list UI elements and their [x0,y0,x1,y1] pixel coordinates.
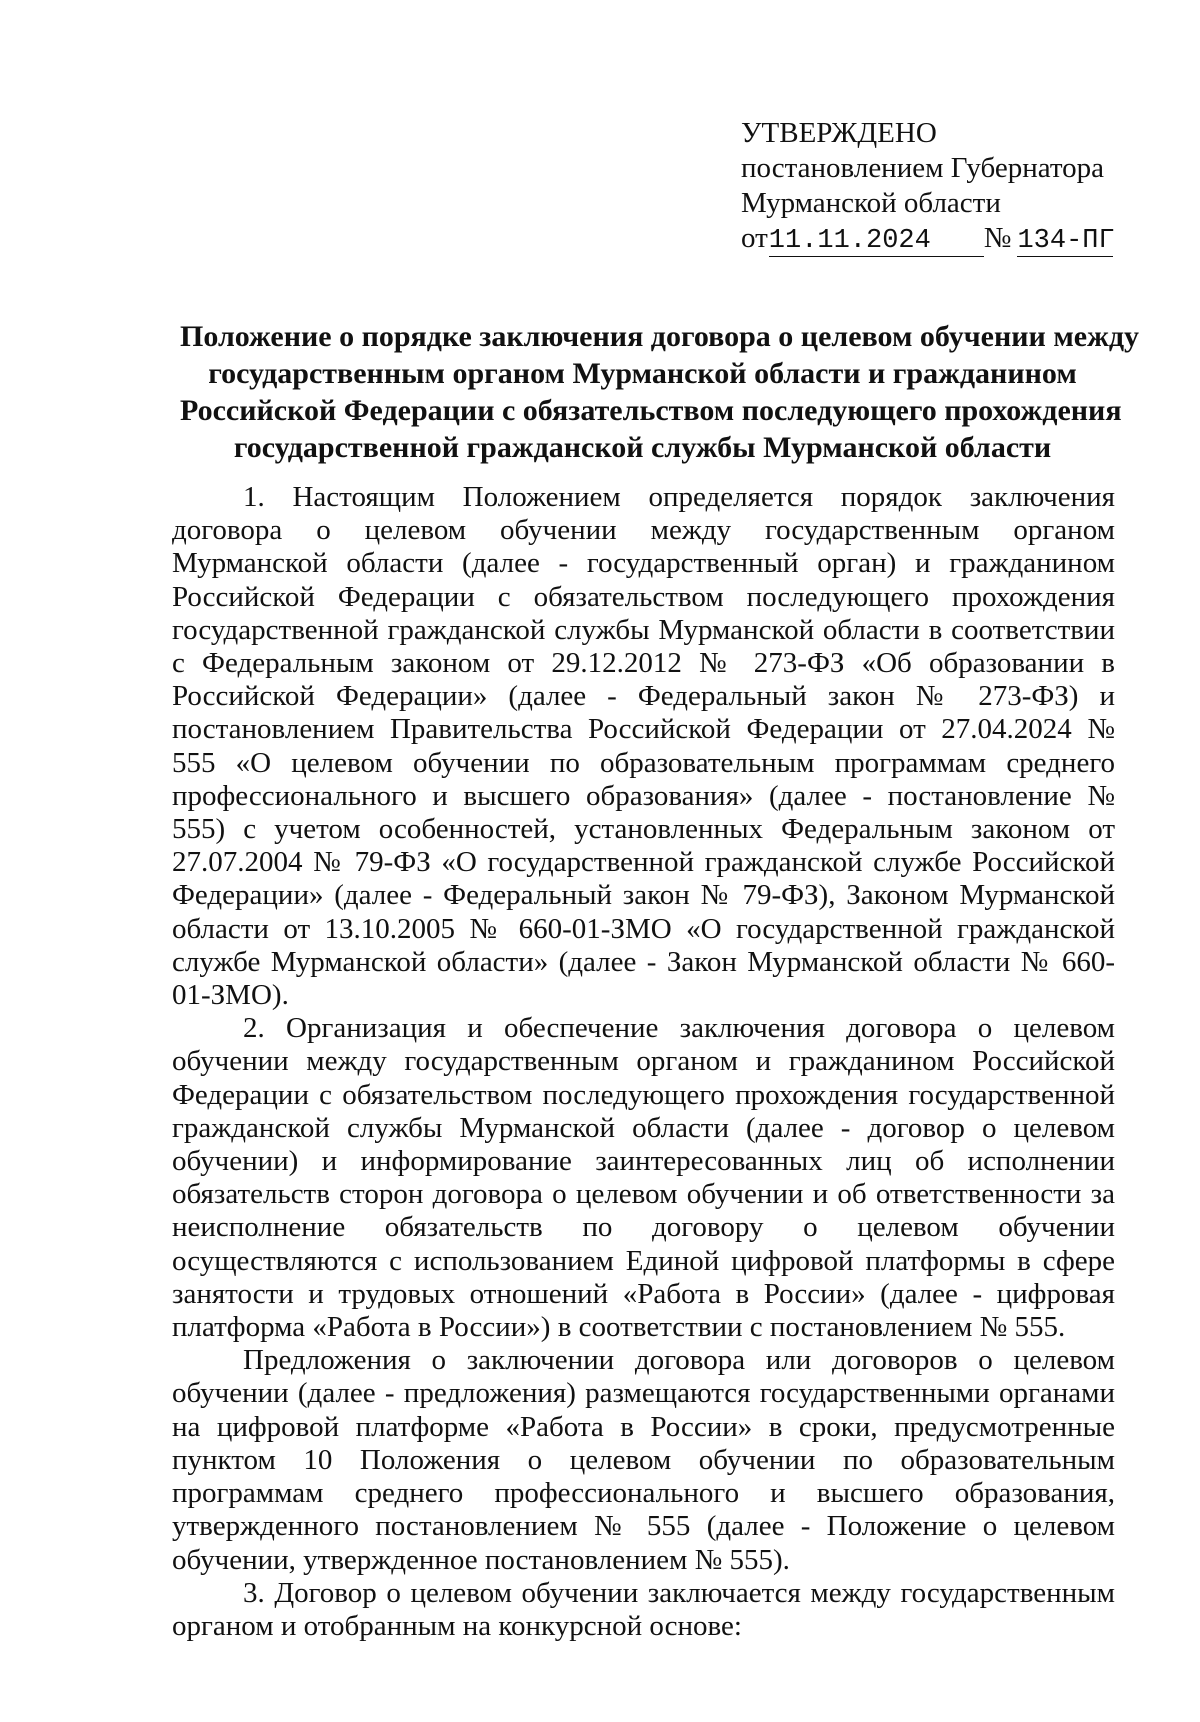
title-line-4: государственной гражданской службы Мурманской области [233,431,1052,464]
paragraph-2-proposals: Предложения о заключении договора или договоров о целевом обучении (далее - предложения) размещаются государственными органами на цифровой платформе «Работа в России» в сроки, предусмотренные пунктом 10 Положения о целевом обучении по образовательным программам среднего профессионального и высшего образования, утвержденного постановлением № 555 (далее - Положение о целевом обучении, утвержденное постановлением № 555). [172,1344,1115,1576]
decree-date: 11.11.2024 [769,226,984,257]
approval-line-region: Мурманской области [741,187,1001,219]
document-title [180,318,1140,466]
title-line-1: Положение о порядке заключения договора о целевом обучении между [180,320,1140,353]
approval-stamp [741,116,1115,257]
approval-line-decree: постановлением Губернатора [741,152,1105,184]
number-prefix: № [983,222,1012,254]
date-prefix: от [741,222,768,254]
title-line-2: государственным органом Мурманской области и гражданином [208,357,1077,390]
paragraph-1: 1. Настоящим Положением определяется порядок заключения договора о целевом обучении между государственным органом Мурманской области (далее - государственный орган) и гражданином Российской Федерации с обязательством последующего прохождения государственной гражданской службы Мурманской области в соответствии с Федеральным законом от 29.12.2012 № 273-ФЗ «Об образовании в Российской Федерации» (далее - Федеральный закон № 273-ФЗ) и постановлением Правительства Российской Федерации от 27.04.2024 № 555 «О целевом обучении по образовательным программам среднего профессионального и высшего образования» (далее - постановление № 555) с учетом особенностей, установленных Федеральным законом от 27.07.2004 № 79-ФЗ «О государственной гражданской службе Российской Федерации» (далее - Федеральный закон № 79-ФЗ), Законом Мурманской области от 13.10.2005 № 660-01-ЗМО «О государственной гражданской службе Мурманской области» (далее - Закон Мурманской области № 660-01-ЗМО). [172,481,1115,1012]
document-body [172,481,1115,1643]
title-line-3: Российской Федерации с обязательством последующего прохождения [180,394,1122,427]
paragraph-3: 3. Договор о целевом обучении заключается между государственным органом и отобранным на конкурсной основе: [172,1576,1115,1642]
decree-number: 134-ПГ [1017,226,1115,256]
approval-date-line [741,221,1115,257]
paragraph-2: 2. Организация и обеспечение заключения договора о целевом обучении между государственным органом и гражданином Российской Федерации с обязательством последующего прохождения государственной гражданской службы Мурманской области (далее - договор о целевом обучении) и информирование заинтересованных лиц об исполнении обязательств сторон договора о целевом обучении и об ответственности за неисполнение обязательств по договору о целевом обучении осуществляются с использованием Единой цифровой платформы в сфере занятости и трудовых отношений «Работа в России» (далее - цифровая платформа «Работа в России») в соответствии с постановлением № 555. [172,1012,1115,1344]
approved-heading: УТВЕРЖДЕНО [741,117,937,149]
